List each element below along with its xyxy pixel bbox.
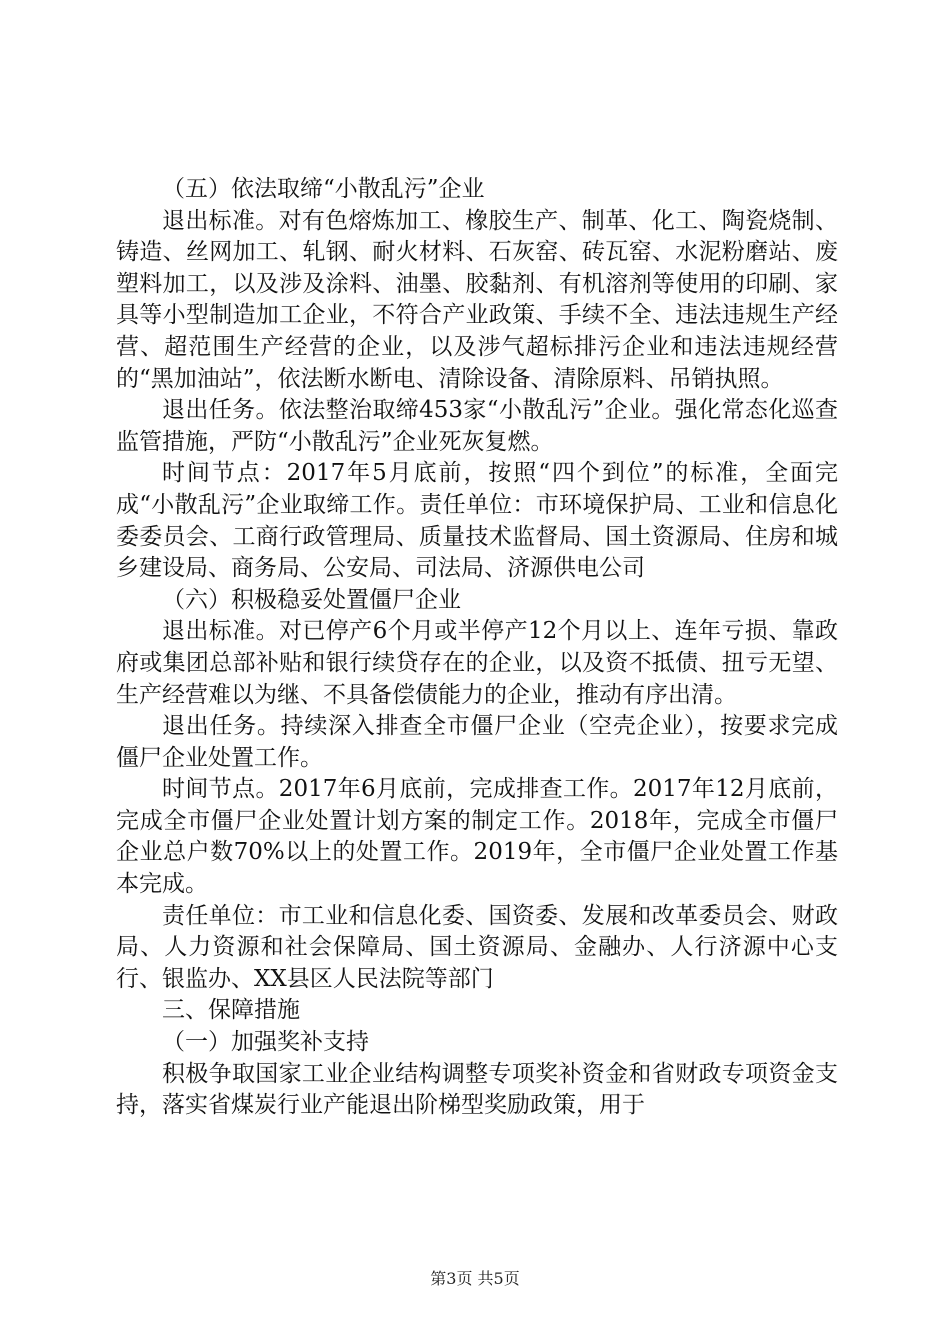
body-paragraph: 退出标准。对已停产6个月或半停产12个月以上、连年亏损、靠政府或集团总部补贴和银行续贷存在的企业，以及资不抵债、扭亏无望、生产经营难以为继、不具备偿债能力的企业，推动有序出清。 (116, 618, 838, 708)
body-paragraph: 积极争取国家工业企业结构调整专项奖补资金和省财政专项资金支持，落实省煤炭行业产能退出阶梯型奖励政策，用于 (116, 1060, 838, 1119)
section-heading-1: （一）加强奖补支持 (162, 1029, 369, 1056)
body-paragraph: 退出标准。对有色熔炼加工、橡胶生产、制革、化工、陶瓷烧制、铸造、丝网加工、轧钢、耐火材料、石灰窑、砖瓦窑、水泥粉磨站、废塑料加工，以及涉及涂料、油墨、胶黏剂、有机溶剂等使用的印刷、家具等小型制造加工企业，不符合产业政策、手续不全、违法违规生产经营、超范围生产经营的企业，以及涉气超标排污企业和违法违规经营的“黑加油站”，依法断水断电、清除设备、清除原料、吊销执照。 (116, 207, 838, 392)
body-paragraph: 责任单位：市工业和信息化委、国资委、发展和改革委员会、财政局、人力资源和社会保障局、国土资源局、金融办、人行济源中心支行、银监办、XX县区人民法院等部门 (116, 902, 838, 992)
chapter-heading: 三、保障措施 (162, 997, 300, 1024)
body-paragraph: 退出任务。依法整治取缔453家“小散乱污”企业。强化常态化巡查监管措施，严防“小散乱污”企业死灰复燃。 (116, 397, 838, 455)
document-body (116, 174, 838, 1122)
section-heading-5: （五）依法取缔“小散乱污”企业 (162, 176, 485, 202)
body-paragraph: 时间节点：2017年5月底前，按照“四个到位”的标准，全面完成“小散乱污”企业取缔工作。责任单位：市环境保护局、工业和信息化委委员会、工商行政管理局、质量技术监督局、国土资源局、住房和城乡建设局、商务局、公安局、司法局、济源供电公司 (116, 460, 838, 582)
body-paragraph: 时间节点。2017年6月底前，完成排查工作。2017年12月底前，完成全市僵尸企业处置计划方案的制定工作。2018年，完成全市僵尸企业总户数70%以上的处置工作。2019年，全市僵尸企业处置工作基本完成。 (116, 776, 838, 898)
body-paragraph: 退出任务。持续深入排查全市僵尸企业（空壳企业），按要求完成僵尸企业处置工作。 (116, 713, 838, 771)
page-footer (0, 1266, 950, 1289)
page-number: 第3页 共5页 (430, 1269, 520, 1288)
section-heading-6: （六）积极稳妥处置僵尸企业 (162, 586, 461, 613)
